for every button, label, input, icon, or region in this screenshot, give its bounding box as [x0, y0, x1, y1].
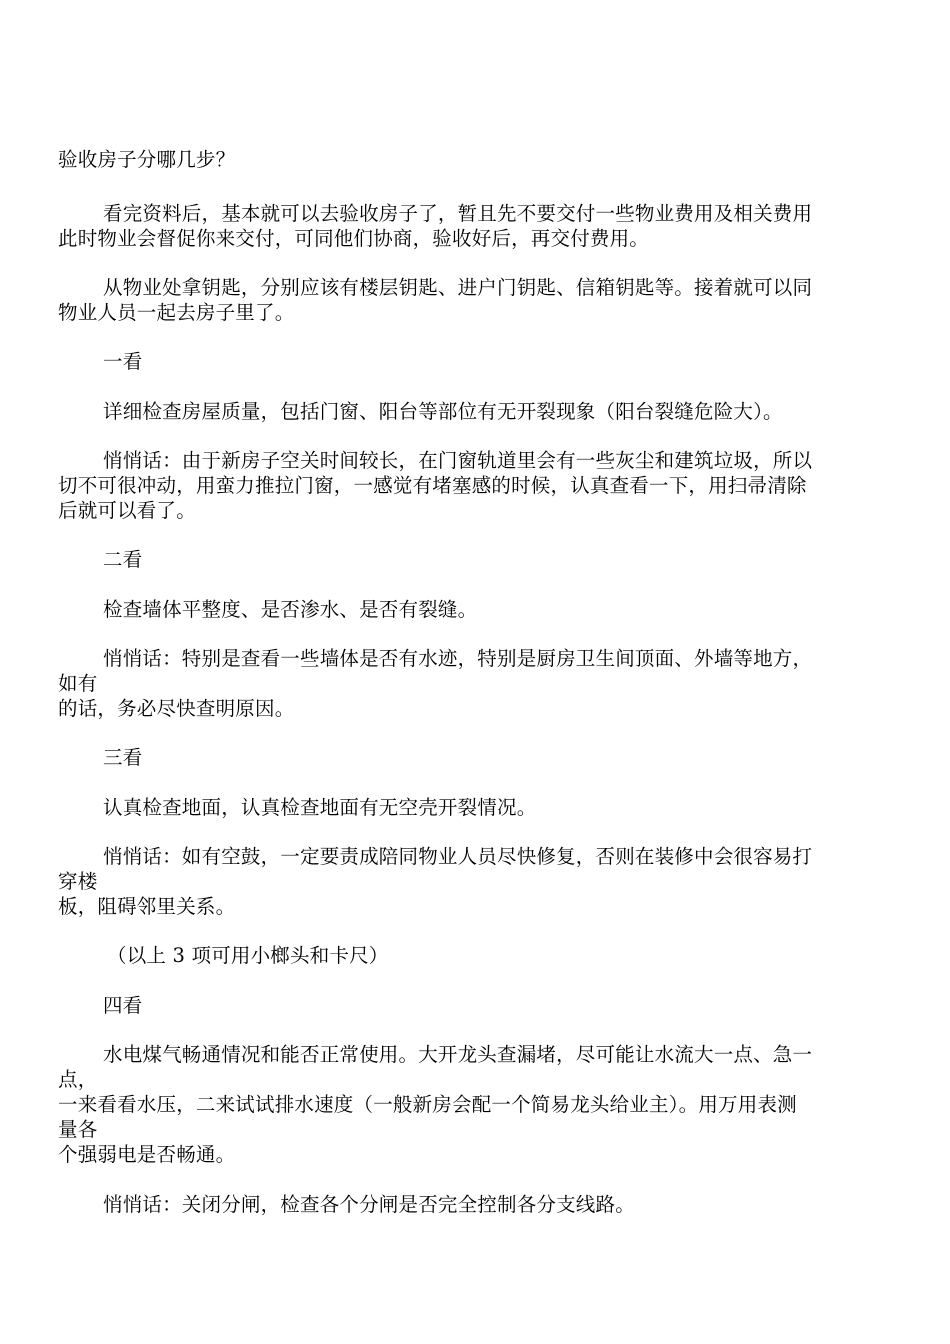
paragraph-line: 看完资料后，基本就可以去验收房子了，暂且先不要交付一些物业费用及相关费用: [103, 202, 813, 225]
paragraph-line: 认真检查地面，认真检查地面有无空壳开裂情况。: [103, 796, 537, 819]
section-heading-4: 四看: [103, 994, 143, 1017]
paragraph-line: 后就可以看了。: [58, 499, 196, 522]
paragraph-line: 量各: [58, 1118, 98, 1141]
paragraph-line: 切不可很冲动，用蛮力推拉门窗，一感觉有堵塞感的时候，认真查看一下，用扫帚清除: [58, 474, 807, 497]
paragraph-line: 如有: [58, 672, 98, 695]
note-line: （以上 3 项可用小榔头和卡尺）: [107, 944, 389, 967]
document-title: 验收房子分哪几步？: [58, 148, 236, 171]
paragraph-line: 的话，务必尽快查明原因。: [58, 697, 295, 720]
paragraph-line: 从物业处拿钥匙，分别应该有楼层钥匙、进户门钥匙、信箱钥匙等。接着就可以同: [103, 276, 813, 299]
paragraph-line: 穿楼: [58, 870, 98, 893]
paragraph-line: 悄悄话：关闭分闸，检查各个分闸是否完全控制各分支线路。: [103, 1193, 635, 1216]
paragraph-line: 详细检查房屋质量，包括门窗、阳台等部位有无开裂现象（阳台裂缝危险大）。: [103, 400, 783, 423]
paragraph-line: 此时物业会督促你来交付，可同他们协商，验收好后，再交付费用。: [58, 227, 650, 250]
section-heading-3: 三看: [103, 746, 143, 769]
paragraph-line: 个强弱电是否畅通。: [58, 1143, 236, 1166]
paragraph-line: 悄悄话：如有空鼓，一定要责成陪同物业人员尽快修复，否则在装修中会很容易打: [103, 845, 813, 868]
paragraph-line: 点，: [58, 1068, 98, 1091]
paragraph-line: 一来看看水压，二来试试排水速度（一般新房会配一个简易龙头给业主）。用万用表测: [58, 1093, 797, 1116]
paragraph-line: 水电煤气畅通情况和能否正常使用。大开龙头查漏堵，尽可能让水流大一点、急一: [103, 1043, 813, 1066]
section-heading-1: 一看: [103, 350, 143, 373]
paragraph-line: 悄悄话：特别是查看一些墙体是否有水迹，特别是厨房卫生间顶面、外墙等地方，: [103, 647, 813, 670]
paragraph-line: 物业人员一起去房子里了。: [58, 301, 295, 324]
section-heading-2: 二看: [103, 548, 143, 571]
paragraph-line: 悄悄话：由于新房子空关时间较长，在门窗轨道里会有一些灰尘和建筑垃圾，所以: [103, 449, 813, 472]
paragraph-line: 检查墙体平整度、是否渗水、是否有裂缝。: [103, 598, 478, 621]
paragraph-line: 板，阻碍邻里关系。: [58, 895, 236, 918]
